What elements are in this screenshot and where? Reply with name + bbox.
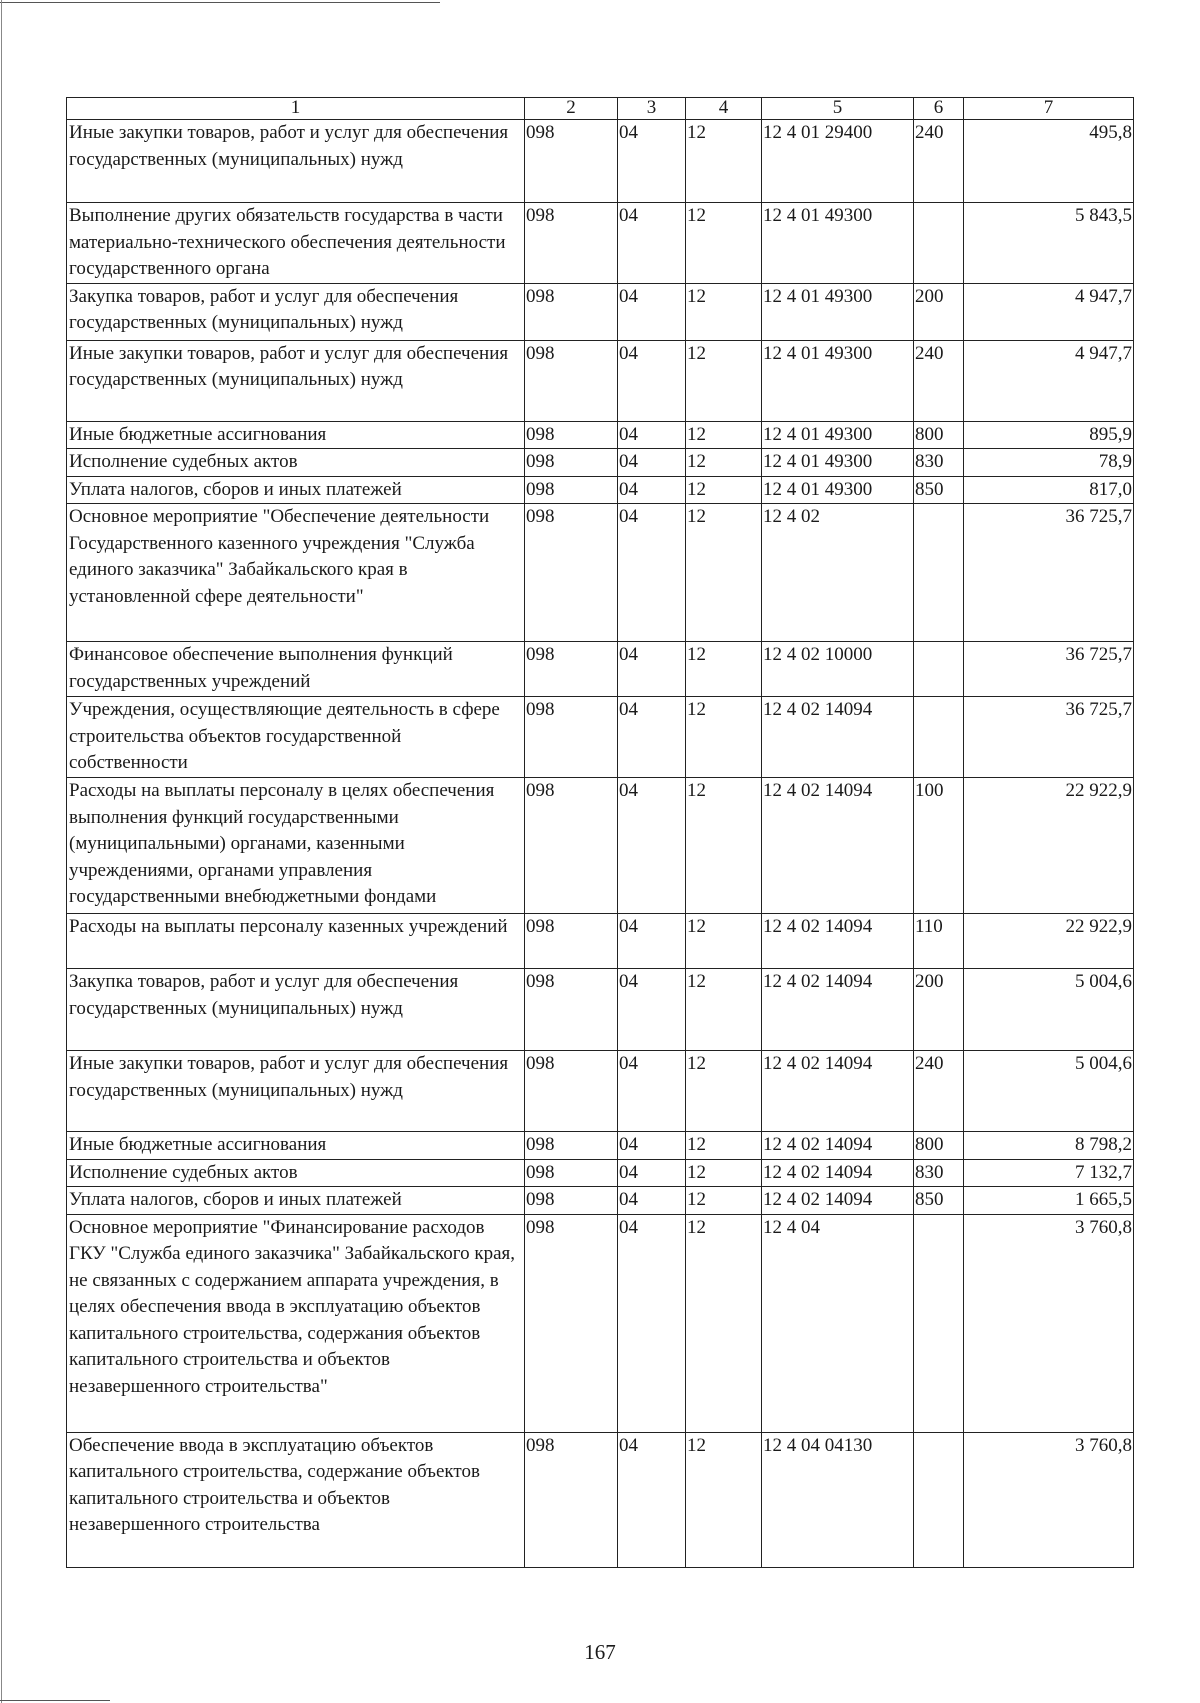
row-pr: 12 — [686, 120, 762, 203]
budget-table — [66, 97, 1134, 1568]
row-csr: 12 4 02 14094 — [762, 1051, 914, 1132]
row-vr: 200 — [914, 283, 964, 340]
row-name: Иные закупки товаров, работ и услуг для обеспечения государственных (муниципальных) нужд — [67, 340, 525, 421]
row-csr: 12 4 01 29400 — [762, 120, 914, 203]
row-name: Финансовое обеспечение выполнения функций государственных учреждений — [67, 642, 525, 697]
row-csr: 12 4 02 14094 — [762, 778, 914, 914]
row-sum: 817,0 — [964, 476, 1134, 504]
row-gr: 098 — [525, 642, 618, 697]
row-gr: 098 — [525, 1187, 618, 1215]
header-row — [67, 98, 1134, 120]
row-vr: 850 — [914, 1187, 964, 1215]
row-pr: 12 — [686, 642, 762, 697]
scan-edge-left — [1, 0, 2, 1703]
row-name: Иные бюджетные ассигнования — [67, 1132, 525, 1160]
row-name: Закупка товаров, работ и услуг для обеспечения государственных (муниципальных) нужд — [67, 283, 525, 340]
row-gr: 098 — [525, 914, 618, 969]
row-csr: 12 4 04 — [762, 1214, 914, 1432]
row-gr: 098 — [525, 203, 618, 284]
row-name: Уплата налогов, сборов и иных платежей — [67, 1187, 525, 1215]
row-name: Учреждения, осуществляющие деятельность в сфере строительства объектов государственной собственности — [67, 697, 525, 778]
row-sum: 78,9 — [964, 449, 1134, 477]
row-pr: 12 — [686, 1432, 762, 1567]
row-vr: 240 — [914, 340, 964, 421]
row-pr: 12 — [686, 1132, 762, 1160]
row-gr: 098 — [525, 1159, 618, 1187]
row-sum: 3 760,8 — [964, 1214, 1134, 1432]
row-rz: 04 — [618, 120, 686, 203]
table-row — [67, 1187, 1134, 1215]
row-rz: 04 — [618, 642, 686, 697]
row-vr: 800 — [914, 421, 964, 449]
row-csr: 12 4 02 14094 — [762, 1187, 914, 1215]
table-row — [67, 1432, 1134, 1567]
row-csr: 12 4 02 14094 — [762, 697, 914, 778]
row-gr: 098 — [525, 1214, 618, 1432]
table-row — [67, 1051, 1134, 1132]
table-row — [67, 1214, 1134, 1432]
row-name: Обеспечение ввода в эксплуатацию объектов капитального строительства, содержание объектов капитального строительства и объектов незавершенного строительства — [67, 1432, 525, 1567]
row-sum: 4 947,7 — [964, 340, 1134, 421]
row-sum: 5 004,6 — [964, 1051, 1134, 1132]
row-rz: 04 — [618, 1132, 686, 1160]
row-pr: 12 — [686, 1187, 762, 1215]
row-pr: 12 — [686, 340, 762, 421]
row-sum: 36 725,7 — [964, 642, 1134, 697]
row-sum: 36 725,7 — [964, 504, 1134, 642]
header-cell-sum: 7 — [964, 98, 1134, 120]
row-vr: 110 — [914, 914, 964, 969]
table-row — [67, 449, 1134, 477]
table-row — [67, 283, 1134, 340]
row-rz: 04 — [618, 1159, 686, 1187]
row-vr: 830 — [914, 449, 964, 477]
row-sum: 36 725,7 — [964, 697, 1134, 778]
row-csr: 12 4 02 — [762, 504, 914, 642]
row-sum: 22 922,9 — [964, 778, 1134, 914]
row-sum: 895,9 — [964, 421, 1134, 449]
row-vr: 100 — [914, 778, 964, 914]
row-csr: 12 4 02 14094 — [762, 1159, 914, 1187]
row-vr: 830 — [914, 1159, 964, 1187]
row-pr: 12 — [686, 697, 762, 778]
row-name: Расходы на выплаты персоналу казенных учреждений — [67, 914, 525, 969]
row-csr: 12 4 02 14094 — [762, 1132, 914, 1160]
row-rz: 04 — [618, 778, 686, 914]
row-csr: 12 4 01 49300 — [762, 421, 914, 449]
row-rz: 04 — [618, 421, 686, 449]
row-sum: 5 004,6 — [964, 969, 1134, 1051]
row-csr: 12 4 01 49300 — [762, 203, 914, 284]
row-gr: 098 — [525, 697, 618, 778]
row-rz: 04 — [618, 340, 686, 421]
row-rz: 04 — [618, 697, 686, 778]
row-rz: 04 — [618, 1187, 686, 1215]
row-sum: 3 760,8 — [964, 1432, 1134, 1567]
row-name: Иные закупки товаров, работ и услуг для обеспечения государственных (муниципальных) нужд — [67, 1051, 525, 1132]
row-vr — [914, 642, 964, 697]
row-vr — [914, 1432, 964, 1567]
row-rz: 04 — [618, 476, 686, 504]
row-name: Исполнение судебных актов — [67, 1159, 525, 1187]
row-pr: 12 — [686, 969, 762, 1051]
row-csr: 12 4 02 14094 — [762, 969, 914, 1051]
row-name: Основное мероприятие "Обеспечение деятельности Государственного казенного учреждения "Служба единого заказчика" Забайкальского края в установленной сфере деятельности" — [67, 504, 525, 642]
header-cell-pr: 4 — [686, 98, 762, 120]
row-rz: 04 — [618, 449, 686, 477]
row-gr: 098 — [525, 969, 618, 1051]
table-row — [67, 203, 1134, 284]
scan-edge-bottom — [0, 1700, 110, 1701]
row-vr: 800 — [914, 1132, 964, 1160]
row-csr: 12 4 04 04130 — [762, 1432, 914, 1567]
row-sum: 5 843,5 — [964, 203, 1134, 284]
row-sum: 22 922,9 — [964, 914, 1134, 969]
row-vr — [914, 504, 964, 642]
row-vr: 200 — [914, 969, 964, 1051]
row-name: Иные бюджетные ассигнования — [67, 421, 525, 449]
table-row — [67, 120, 1134, 203]
row-csr: 12 4 01 49300 — [762, 476, 914, 504]
row-sum: 1 665,5 — [964, 1187, 1134, 1215]
row-sum: 4 947,7 — [964, 283, 1134, 340]
row-rz: 04 — [618, 283, 686, 340]
row-gr: 098 — [525, 1432, 618, 1567]
row-gr: 098 — [525, 120, 618, 203]
row-csr: 12 4 02 14094 — [762, 914, 914, 969]
table-row — [67, 1159, 1134, 1187]
row-pr: 12 — [686, 283, 762, 340]
page-number: 167 — [584, 1640, 616, 1664]
row-pr: 12 — [686, 1051, 762, 1132]
row-name: Основное мероприятие "Финансирование расходов ГКУ "Служба единого заказчика" Забайкальского края, не связанных с содержанием аппарата учреждения, в целях обеспечения ввода в эксплуатацию объектов капитального строительства, содержания объектов капитального строительства и объектов незавершенного строительства" — [67, 1214, 525, 1432]
table-row — [67, 504, 1134, 642]
row-pr: 12 — [686, 914, 762, 969]
header-cell-gr: 2 — [525, 98, 618, 120]
table-row — [67, 969, 1134, 1051]
row-pr: 12 — [686, 476, 762, 504]
row-gr: 098 — [525, 476, 618, 504]
row-name: Иные закупки товаров, работ и услуг для обеспечения государственных (муниципальных) нужд — [67, 120, 525, 203]
row-pr: 12 — [686, 504, 762, 642]
row-rz: 04 — [618, 969, 686, 1051]
row-sum: 8 798,2 — [964, 1132, 1134, 1160]
row-name: Исполнение судебных актов — [67, 449, 525, 477]
header-cell-csr: 5 — [762, 98, 914, 120]
row-vr — [914, 203, 964, 284]
row-csr: 12 4 01 49300 — [762, 283, 914, 340]
row-vr — [914, 697, 964, 778]
row-rz: 04 — [618, 1214, 686, 1432]
row-rz: 04 — [618, 504, 686, 642]
row-gr: 098 — [525, 778, 618, 914]
row-sum: 495,8 — [964, 120, 1134, 203]
row-name: Уплата налогов, сборов и иных платежей — [67, 476, 525, 504]
header-cell-rz: 3 — [618, 98, 686, 120]
table-row — [67, 476, 1134, 504]
table-row — [67, 421, 1134, 449]
table-row — [67, 1132, 1134, 1160]
scan-edge-top — [0, 2, 440, 3]
row-csr: 12 4 01 49300 — [762, 449, 914, 477]
row-rz: 04 — [618, 1432, 686, 1567]
row-gr: 098 — [525, 421, 618, 449]
row-gr: 098 — [525, 504, 618, 642]
table-row — [67, 697, 1134, 778]
table-row — [67, 778, 1134, 914]
row-gr: 098 — [525, 449, 618, 477]
row-name: Выполнение других обязательств государства в части материально-технического обеспечения деятельности государственного органа — [67, 203, 525, 284]
row-pr: 12 — [686, 421, 762, 449]
header-cell-vr: 6 — [914, 98, 964, 120]
row-sum: 7 132,7 — [964, 1159, 1134, 1187]
row-pr: 12 — [686, 778, 762, 914]
row-vr — [914, 1214, 964, 1432]
table-row — [67, 914, 1134, 969]
row-pr: 12 — [686, 1159, 762, 1187]
row-csr: 12 4 01 49300 — [762, 340, 914, 421]
row-gr: 098 — [525, 340, 618, 421]
row-gr: 098 — [525, 1051, 618, 1132]
row-gr: 098 — [525, 283, 618, 340]
row-pr: 12 — [686, 449, 762, 477]
row-vr: 240 — [914, 120, 964, 203]
row-name: Расходы на выплаты персоналу в целях обеспечения выполнения функций государственными (муниципальными) органами, казенными учреждениями, органами управления государственными внебюджетными фондами — [67, 778, 525, 914]
table-row — [67, 340, 1134, 421]
row-pr: 12 — [686, 1214, 762, 1432]
row-vr: 240 — [914, 1051, 964, 1132]
row-rz: 04 — [618, 1051, 686, 1132]
row-rz: 04 — [618, 203, 686, 284]
row-pr: 12 — [686, 203, 762, 284]
row-rz: 04 — [618, 914, 686, 969]
row-csr: 12 4 02 10000 — [762, 642, 914, 697]
table-row — [67, 642, 1134, 697]
row-name: Закупка товаров, работ и услуг для обеспечения государственных (муниципальных) нужд — [67, 969, 525, 1051]
row-gr: 098 — [525, 1132, 618, 1160]
header-cell-name: 1 — [67, 98, 525, 120]
row-vr: 850 — [914, 476, 964, 504]
